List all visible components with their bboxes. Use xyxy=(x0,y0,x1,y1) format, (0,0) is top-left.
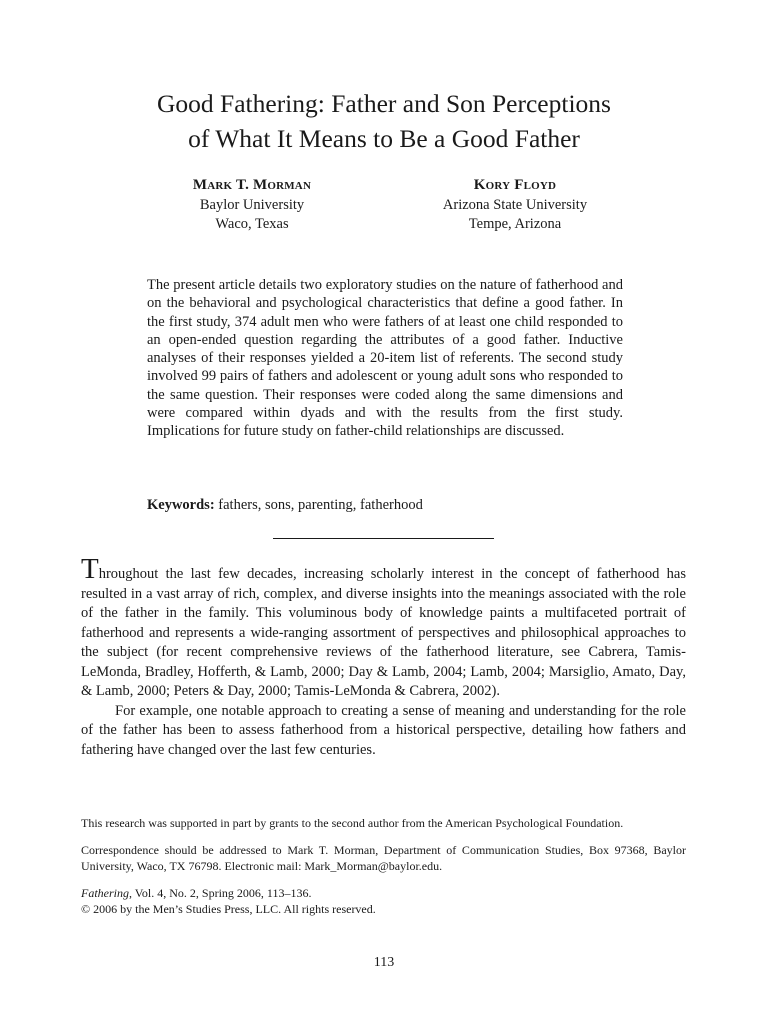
author-affiliation: Arizona State University xyxy=(442,196,588,213)
title-line-2: of What It Means to Be a Good Father xyxy=(188,124,580,153)
page-number: 113 xyxy=(373,955,395,970)
author-affiliation: Baylor University xyxy=(199,196,305,213)
author-name: Kory Floyd xyxy=(473,177,557,193)
copyright-notice: © 2006 by the Men’s Studies Press, LLC. All rights reserved. xyxy=(81,902,376,916)
author-block-2 xyxy=(385,176,645,235)
body-text xyxy=(81,553,686,760)
paragraph-1-text: hroughout the last few decades, increasing scholarly interest in the concept of fatherhood has resulted in a vast array of rich, complex, and diverse insights into the meanings associated with the role of the father in the family. This voluminous body of knowledge paints a multifaceted portrait of fatherhood and represents a wide-ranging assortment of perspectives and philosophical approaches to the subject (for recent comprehensive reviews of the fatherhood literature, see Cabrera, Tamis-LeMonda, Bradley, Hofferth, & Lamb, 2000; Day & Lamb, 2004; Lamb, 2004; Marsiglio, Amato, Day, & Lamb, 2000; Peters & Day, 2000; Tamis-LeMonda & Cabrera, 2002). xyxy=(81,566,686,699)
drop-cap: T xyxy=(81,553,99,585)
correspondence-note: Correspondence should be addressed to Mark T. Morman, Department of Communication Studies, Box 97368, Baylor University, Waco, TX 76798. Electronic mail: Mark_Morman@baylor.edu. xyxy=(81,843,686,873)
author-name: Mark T. Morman xyxy=(192,177,312,193)
funding-note: This research was supported in part by grants to the second author from the American Psychological Foundation. xyxy=(81,816,624,830)
author-block-1 xyxy=(122,176,382,235)
keywords xyxy=(147,496,627,514)
title-line-1: Good Fathering: Father and Son Perceptions xyxy=(157,89,611,118)
abstract: The present article details two exploratory studies on the nature of fatherhood and on the behavioral and psychological characteristics that define a good father. In the first study, 374 adult men who were fathers of at least one child responded to an open-ended question regarding the attributes of a good father. Inductive analyses of their responses yielded a 20-item list of referents. The second study involved 99 pairs of fathers and adolescent or young adult sons who responded to the same question. Their responses were coded along the same dimensions and were compared within dyads and with the results from the first study. Implications for future study on father-child relationships are discussed. xyxy=(147,277,623,440)
journal-name: Fathering xyxy=(81,886,129,900)
body-paragraph-2: For example, one notable approach to creating a sense of meaning and understanding for the role of the father has been to assess fatherhood from a historical perspective, detailing how fathers and fathering have changed over the last few centuries. xyxy=(81,702,686,758)
keywords-text: fathers, sons, parenting, fatherhood xyxy=(218,497,423,513)
section-divider xyxy=(273,538,494,539)
article-title xyxy=(60,86,708,156)
journal-citation xyxy=(81,885,686,901)
citation-details: , Vol. 4, No. 2, Spring 2006, 113–136. xyxy=(129,886,312,900)
footnotes xyxy=(81,815,686,917)
keywords-label: Keywords: xyxy=(147,497,215,513)
author-location: Tempe, Arizona xyxy=(468,216,562,232)
author-location: Waco, Texas xyxy=(215,216,289,232)
body-paragraph-1 xyxy=(81,553,686,702)
